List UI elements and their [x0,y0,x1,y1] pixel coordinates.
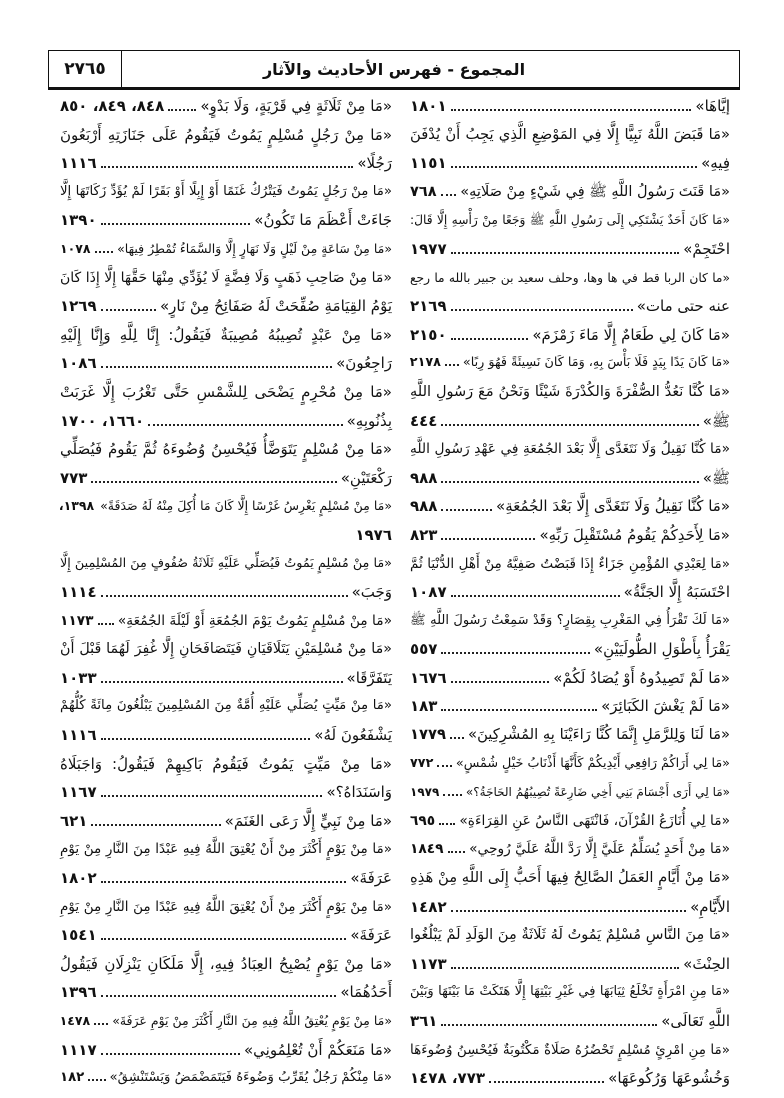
entry-last-line [60,349,392,378]
entry-text-line: «مَا مِنْ عَبْدٍ تُصِيبُهُ مُصِيبَةٌ فَيَقُولُ: إِنَّا لِلَّهِ وَإِنَّا إِلَيْهِ [60,325,392,344]
page-ref: ١٨٠٢ [60,869,97,888]
entry-text: «مَا لِي أَرَى أَجْسَامَ بَنِي أَخِي ضَارِعَةً تُصِيبُهُمُ الحَاجَةُ؟» [465,785,730,800]
dot-leader [101,938,347,940]
dot-leader [451,681,550,683]
page-ref: ٩٨٨ [410,468,438,487]
index-entry [60,1064,392,1093]
entry-text: «مَا مَنَعَكُمْ أَنْ تُعْلِمُونِي» [244,1040,392,1059]
entry-last-line [410,778,730,807]
dot-leader [441,652,589,654]
index-entry [60,435,392,492]
entry-text-line: «مَا كُنَّا نَقِيلُ وَلَا نَتَغَدَّى إِلَّا بَعْدَ الجُمُعَةِ فِي عَهْدِ رَسُولِ اللَّهِ [410,441,730,458]
entry-text: «مَا قَنَتَ رَسُولُ اللَّهِ ﷺ فِي شَيْءٍ مِنْ صَلَاتِهِ» [460,183,730,200]
entry-last-line [410,149,730,178]
dot-leader [101,166,354,168]
entry-text: إيَّاهَا» [695,97,730,115]
index-entry [410,550,730,607]
entry-text: ﷺ» [702,468,730,487]
entry-last-line [60,578,392,607]
page-ref: ٧٧٣ [60,468,88,487]
entry-text: احْتَجِمْ» [683,239,730,258]
entry-text: فِيهِ» [701,154,730,173]
dot-leader [451,109,692,111]
entry-last-line [410,750,730,779]
dot-leader [437,765,452,767]
dot-leader [451,252,680,254]
page-ref: ١٨٢ [60,1070,85,1086]
entry-last-line [410,664,730,693]
dot-leader [451,967,680,969]
index-entry [410,921,730,978]
dot-leader [101,995,337,997]
index-entry [410,664,730,693]
index-entry [60,178,392,235]
page-ref: ٣٦١ [410,1012,438,1030]
entry-last-line [410,464,730,493]
entry-text: اللَّهِ تَعَالَى» [661,1012,730,1030]
entry-last-line [410,692,730,721]
page-ref: ٤٤٤ [410,411,438,430]
entry-text: «مَا مِنْ ثَلَاثَةٍ فِي قَرْيَةٍ، وَلَا بَدْوٍ» [200,97,392,115]
entry-text: عنه حتى مات» [636,297,730,316]
entry-text-line: «مَا مِنْ يَوْمٍ يُصْبِحُ العِبَادُ فِيهِ، إِلَّا مَلَكَانِ يَنْزِلَانِ فَيَقُولُ [60,954,392,973]
index-entry [410,864,730,921]
entry-last-line [410,721,730,750]
page-ref: ٢١٦٩ [410,297,447,316]
entry-text: رَاجِعُونَ» [336,354,392,373]
dot-leader [94,1023,108,1025]
dot-leader [489,1081,604,1083]
entry-last-line [60,664,392,693]
entry-last-line [410,807,730,836]
page-ref: ٧٧٣، ١٤٧٨ [410,1069,486,1088]
entry-text: «مَا مِنْ مُسْلِمٍ يَغْرِسُ غَرْسًا إِلَّا كَانَ مَا أُكِلَ مِنْهُ لَهُ صَدَقَةً» [100,498,392,514]
dot-leader [439,823,455,825]
dot-leader [441,481,698,483]
entry-text-line: «مَا لِعَبْدِي المُؤْمِنِ جَزَاءٌ إِذَا قَبَضْتُ صَفِيَّهُ مِنْ أَهْلِ الدُّنْيَا ثُمَّ [410,555,730,572]
entry-text-line: «مَا مِنْ يَوْمٍ أَكْثَرَ مِنْ أَنْ يُعْتِقَ اللَّهُ فِيهِ عَبْدًا مِنَ النَّارِ مِنْ يَوْمِ [60,841,392,858]
page-ref: ٧٧٢ [410,755,434,771]
page-ref: ١٦٧٦ [410,668,447,687]
index-entry [60,121,392,178]
page-ref: ١٥٤١ [60,926,97,945]
entry-text: «مَا لِأَحَدِكُمْ يَقُومُ مُسْتَقْبِلَ رَبِّهِ» [539,525,730,544]
index-entry [60,835,392,892]
entry-last-line [60,921,392,950]
dot-leader [441,194,457,196]
entry-last-line [60,149,392,178]
entry-last-line [410,521,730,550]
entry-text-line: «مَا مِنْ يَوْمٍ أَكْثَرَ مِنْ أَنْ يُعْتِقَ اللَّهُ فِيهِ عَبْدًا مِنَ النَّارِ مِنْ يَوْمِ [60,898,392,915]
entry-last-line [60,778,392,807]
entry-text-line: «ما كان الربا قط في ها وها، وحلف سعيد بن جبير بالله ما رجع [410,270,730,285]
entry-last-line [60,464,392,493]
page-ref: ٦٩٥ [410,812,436,829]
page-number: ٢٧٦٥ [49,51,122,87]
entry-text: «مَا مِنْ مُسْلِمٍ يَمُوتُ يَوْمَ الجُمُعَةِ أَوْ لَيْلَةَ الجُمُعَةِ» [117,612,392,629]
entry-last-line [60,807,392,836]
index-entry [60,264,392,321]
entry-last-line [60,235,392,264]
page-title: المجموع - فهرس الأحاديث والآثار [262,59,526,79]
entry-text: رَجُلًا» [357,154,392,173]
page-ref: ٨٢٣ [410,525,438,544]
index-entry [60,492,392,549]
dot-leader [101,1053,240,1055]
entry-last-line [60,607,392,636]
page-ref: ١٣٩٦ [60,983,97,1002]
page-ref: ١٦٦٠، ١٧٠٠ [60,411,145,430]
entry-text: وَاسَنَدَاهُ؟» [326,783,392,802]
index-entry [60,550,392,607]
page-ref: ١١٦٧ [60,783,97,802]
page-ref: ٥٥٧ [410,640,438,659]
entry-last-line [410,349,730,378]
entry-text-line: «مَا مِنْ مَيِّتٍ يُصَلِّي عَلَيْهِ أُمَّةٌ مِنَ المُسْلِمِينَ يَبْلُغُونَ مِائَةً كُلُّهُمْ [60,698,392,714]
dot-leader [441,509,492,511]
index-entry [410,750,730,779]
entry-text: «مَا لَنَا وَلِلرَّمَلِ إِنَّمَا كُنَّا رَاءَيْنَا بِهِ المُشْرِكِينَ» [468,726,730,744]
entry-text-line: «مَا مِنْ مَيِّتٍ يَمُوتُ فَيَقُومُ بَاكِيهِمْ فَيَقُولُ: وَاجَبَلَاهُ [60,754,392,773]
index-entry [410,607,730,664]
entry-last-line [410,92,730,121]
dot-leader [451,595,620,597]
index-entry [410,521,730,550]
entry-text-line: «مَا قَبَضَ اللَّهُ نَبِيًّا إِلَّا فِي المَوْضِعِ الَّذِي يَجِبُ أَنْ يُدْفَنَ [410,125,730,143]
page-ref-continued: ١٩٧٦ [355,525,392,544]
entry-last-line [410,407,730,436]
index-entry [60,893,392,950]
index-entry [60,750,392,807]
entry-text: «مَا مِنْ أَحَدٍ يُسَلِّمُ عَلَيَّ إِلَّا رَدَّ اللَّهُ عَلَيَّ رُوحِي» [469,841,730,858]
entry-last-line [410,635,730,664]
index-entry [410,349,730,378]
entry-last-line [60,978,392,1007]
index-entry [60,378,392,435]
dot-leader [441,1024,657,1026]
page-ref: ١١١٦ [60,726,97,745]
dot-leader [148,424,342,426]
entry-last-line [410,292,730,321]
entry-last-line [60,206,392,235]
page-ref: ١٠٧٨ [60,240,91,256]
entry-text: بِذُنُوبِهِ» [346,411,392,430]
entry-text: «مَا مِنْكُمْ رَجُلٌ يُقَرِّبُ وَضُوءَهُ فَيَتَمَضْمَضُ وَيَسْتَنْشِقُ» [109,1070,392,1086]
entry-last-line [410,235,730,264]
entry-text-line: «مَا مِنْ مُسْلِمَيْنِ يَتَلَاقَيَانِ فَيَتَصَافَحَانِ إِلَّا غُفِرَ لَهُمَا قَبْلَ أَنْ [60,641,392,658]
index-entry [410,692,730,721]
index-entry [410,378,730,435]
entry-text: أَحَدُهُمَا» [340,983,392,1002]
dot-leader [91,824,220,826]
entry-text: «مَا مِنْ يَوْمٍ يُعْتِقُ اللَّهُ فِيهِ مِنَ النَّارِ أَكْثَرَ مِنْ يَوْمِ عَرَفَةَ» [112,1013,392,1028]
page-ref: ١١١٤ [60,583,97,602]
entry-text: «مَا لِي أَرَاكُمْ رَافِعِي أَيْدِيكُمْ كَأَنَّهَا أَذْنَابُ خَيْلٍ شُمْسٍ» [455,755,730,771]
dot-leader [441,538,535,540]
page-ref: ١٤٨٢ [410,897,447,916]
index-entry [60,635,392,692]
page-ref: ١٨٤٩ [410,841,444,858]
entry-text-line: «مَا مِنْ مُحْرِمٍ يَضْحَى لِلشَّمْسِ حَتَّى تَغْرُبَ إِلَّا غَرَبَتْ [60,382,392,401]
entry-last-line [60,721,392,750]
page-ref: ٧٦٨ [410,183,437,200]
page-ref: ٨٤٨، ٨٤٩، ٨٥٠ [60,97,165,115]
dot-leader [88,1079,105,1081]
index-entry [410,206,730,263]
page-ref: ١١٥١ [410,154,447,173]
index-entry [60,607,392,636]
page-ref: ١٠٨٦ [60,354,97,373]
index-entry [410,435,730,492]
entry-last-line [60,292,392,321]
entry-text-line: «مَا لَكَ تَقْرَأُ فِي المَغْرِبِ بِقِصَارٍ؟ وَقَدْ سَمِعْتُ رَسُولَ اللَّهِ ﷺ [410,612,730,628]
page-ref: ١١٧٣ [60,612,94,629]
entry-text: «مَا لَمْ يَغْشَ الكَبَائِرَ» [601,697,730,716]
entry-text: عَرَفَةَ» [350,926,392,945]
index-entry [60,235,392,264]
entry-last-line [60,407,392,436]
page-ref: ١٧٧٩ [410,726,447,744]
entry-text-line: «مَا مِنِ امْرَأَةٍ تَخْلَعُ ثِيَابَهَا فِي غَيْرِ بَيْتِهَا إِلَّا هَتَكَتْ مَا بَيْنَهَا وَبَيْنَ [410,984,730,1000]
dot-leader [101,309,156,311]
index-entry [410,978,730,1035]
entry-last-line [410,950,730,979]
page-ref: ٦٢١ [60,811,88,830]
entry-text: رَكْعَتَيْنِ» [340,468,392,487]
entry-last-line [60,1064,392,1093]
dot-leader [98,623,114,625]
index-entry [60,692,392,749]
entry-last-line [60,1007,392,1036]
entry-text: «مَا كُنَّا نَقِيلُ وَلَا نَتَغَدَّى إِلَّا بَعْدَ الجُمُعَةِ» [496,497,730,516]
index-entry [410,492,730,521]
dot-leader [445,364,459,366]
index-column-left [60,92,392,1093]
dot-leader [101,223,251,225]
dot-leader [441,709,597,711]
dot-leader [441,424,698,426]
entry-text: الأَيَّامِ» [690,897,730,916]
page-ref: ١٣٩٠ [60,211,97,230]
entry-text: يَتَفَرَّقَا» [346,668,392,687]
entry-last-line [410,178,730,207]
entry-text: «مَا مِنْ سَاعَةٍ مِنْ لَيْلٍ وَلَا نَهَارٍ إِلَّا وَالسَّمَاءُ تُمْطِرُ فِيهَا» [117,240,392,256]
index-entry [60,1036,392,1065]
page-ref: ١٩٧٩ [410,785,440,800]
entry-last-line [60,492,392,521]
entry-text-line: «مَا مِنْ رَجُلٍ مُسْلِمٍ يَمُوتُ فَيَقُومُ عَلَى جَنَازَتِهِ أَرْبَعُونَ [60,125,392,144]
entry-text: الحِنْثَ» [683,954,730,973]
dot-leader [451,166,697,168]
dot-leader [168,109,196,111]
page-ref: ٢١٧٨ [409,355,441,371]
entry-text: جَاءَتْ أَعْظَمَ مَا تَكُونُ» [254,211,392,230]
entry-last-line [410,1007,730,1036]
index-entry [60,950,392,1007]
dot-leader [101,795,323,797]
entry-text-line: «مَا كَانَ أَحَدٌ يَشْتَكِي إِلَى رَسُولِ اللَّهِ ﷺ وَجَعًا مِنْ رَأْسِهِ إِلَّا قَالَ: [410,213,730,228]
entry-text-line: «مَا مِنْ مُسْلِمٍ يَتَوَضَّأُ فَيُحْسِنُ وُضُوءَهُ ثُمَّ يَقُومُ فَيُصَلِّي [60,440,392,459]
entry-text: «مَا لَمْ تَصِيدُوهُ أَوْ يُصَادُ لَكُمْ» [553,668,730,687]
dot-leader [101,366,333,368]
dot-leader [443,794,462,796]
entry-last-line [410,835,730,864]
index-entry [410,264,730,321]
index-entry [410,321,730,350]
entry-last-line [410,321,730,350]
index-entry [410,778,730,807]
entry-text: وَخُشُوعَهَا وَرُكُوعَهَا» [608,1069,730,1088]
entry-text-line: «مَا مِنْ مُسْلِمٍ يَمُوتُ فَيُصَلِّي عَلَيْهِ ثَلَاثَةُ صُفُوفٍ مِنَ المُسْلِمِينَ إِلَّا [60,555,392,571]
dot-leader [450,737,464,739]
dot-leader [451,910,686,912]
index-entry [60,92,392,121]
entry-text: «مَا كَانَ يَدًا بِيَدٍ فَلَا بَأْسَ بِهِ، وَمَا كَانَ نَسِيئَةً فَهُوَ رِبًا» [462,355,730,371]
entry-text: «مَا لِي أُنَازَعُ القُرْآنَ، فَانْتَهَى النَّاسُ عَنِ القِرَاءَةِ» [459,812,730,829]
entry-last-line [410,492,730,521]
index-entry [60,321,392,378]
entry-text: «مَا كَانَ لِي طَعَامٌ إِلَّا مَاءَ زَمْزَمَ» [532,325,730,344]
entry-last-line [60,1036,392,1065]
page-ref: ١٩٧٧ [410,239,447,258]
entry-text: يَشْفَعُونَ لَهُ» [314,726,392,745]
dot-leader [101,881,347,883]
page-ref: ١٠٨٧ [410,583,447,602]
entry-text: وَجَبَ» [351,583,392,602]
index-column-right [410,92,730,1093]
entry-text: ﷺ» [702,411,730,430]
index-entry [410,807,730,836]
entry-last-line [60,864,392,893]
dot-leader [95,251,114,253]
entry-text-line: «مَا مِنِ امْرِئٍ مُسْلِمٍ تَحْضُرُهُ صَلَاةٌ مَكْتُوبَةٌ فَيُحْسِنُ وُضُوءَهَا [410,1041,730,1058]
entry-last-line [410,578,730,607]
entry-last-line [60,92,392,121]
page-header [48,50,740,90]
index-entry [410,1036,730,1093]
page-ref: ١٣٩٨، [58,498,95,514]
entry-text-line: «مَا مِنْ صَاحِبِ ذَهَبٍ وَلَا فِضَّةٍ لَا يُؤَدِّي مِنْهَا حَقَّهَا إِلَّا إِذَا كَانَ [60,269,392,286]
page-ref: ١٤٧٨ [59,1013,91,1028]
dot-leader [448,851,466,853]
index-entry [410,835,730,864]
entry-text-line: «مَا مِنْ أَيَّامٍ العَمَلُ الصَّالِحُ فِيهَا أَحَبُّ إِلَى اللَّهِ مِنْ هَذِهِ [410,869,730,887]
index-entry [60,1007,392,1036]
entry-text-line: «مَا مِنَ النَّاسِ مُسْلِمٌ يَمُوتُ لَهُ ثَلَاثَةٌ مِنَ الوَلَدِ لَمْ يَبْلُغُوا [410,927,730,944]
index-entry [410,121,730,178]
dot-leader [101,738,311,740]
dot-leader [101,681,343,683]
page-ref: ١١١٦ [60,154,97,173]
entry-last-line [410,1064,730,1093]
entry-text: يَقْرَأُ بِأَطْوَلِ الطُّولَيَيْنِ» [593,640,730,659]
entry-text: احْتَسَبَهُ إِلَّا الجَنَّةُ» [623,583,730,602]
page-ref: ١٠٣٣ [60,668,97,687]
entry-text: يَوْمُ القِيَامَةِ صُفِّحَتْ لَهُ صَفَائِحُ مِنْ نَارٍ» [159,297,392,316]
entry-text-line: «مَا مِنْ رَجُلٍ يَمُوتُ فَيَتْرُكُ غَنَمًا أَوْ إِبِلًا أَوْ بَقَرًا لَمْ يُؤَدِّ زَكَاتَهَا إِلَّا [60,183,392,199]
entry-text: عَرَفَةَ» [350,869,392,888]
index-entry [410,178,730,207]
entry-text-line: «مَا كُنَّا نَعُدُّ الصُّفْرَةَ وَالكُدْرَةَ شَيْئًا وَنَحْنُ مَعَ رَسُولِ اللَّهِ [410,383,730,400]
page-ref: ١٨٠١ [410,97,447,115]
page-ref: ١٨٣ [410,697,438,716]
page-ref: ١١٧٣ [410,954,447,973]
dot-leader [91,481,336,483]
index-entry [60,807,392,836]
dot-leader [451,338,529,340]
index-entry [410,92,730,121]
index-entry [410,721,730,750]
page-ref: ١١١٧ [60,1040,97,1059]
page-ref: ١٢٦٩ [60,297,97,316]
entry-text: «مَا مِنْ نَبِيٍّ إِلَّا رَعَى الغَنَمَ» [224,811,392,830]
page-ref: ٢١٥٠ [410,325,447,344]
dot-leader [451,309,633,311]
page-ref: ٩٨٨ [410,497,438,516]
entry-last-line [410,893,730,922]
dot-leader [101,595,348,597]
